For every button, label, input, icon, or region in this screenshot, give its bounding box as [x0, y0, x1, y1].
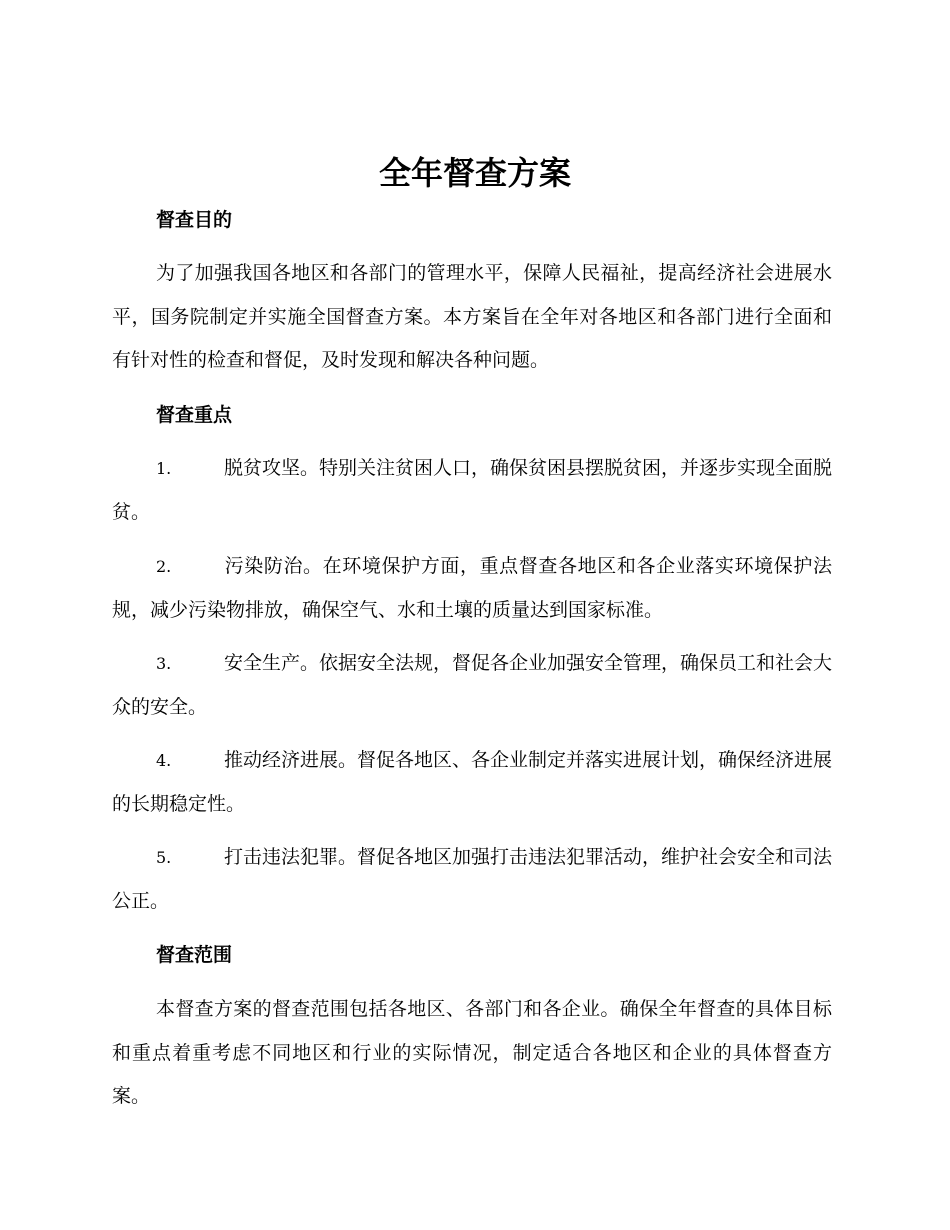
list-item-text: 打击违法犯罪。督促各地区加强打击违法犯罪活动，维护社会安全和司法公正。 [112, 846, 833, 912]
list-item [112, 739, 832, 826]
list-item [112, 447, 832, 534]
list-item-text: 污染防治。在环境保护方面，重点督查各地区和各企业落实环境保护法规，减少污染物排放，确保空气、水和土壤的质量达到国家标准。 [112, 555, 832, 621]
document-title: 全年督查方案 [378, 154, 571, 192]
list-item-number: 4. [156, 751, 172, 770]
section-paragraph-scope: 本督查方案的督查范围包括各地区、各部门和各企业。确保全年督查的具体目标和重点着重考虑不同地区和行业的实际情况，制定适合各地区和企业的具体督查方案。 [112, 998, 832, 1107]
list-item [112, 836, 832, 923]
list-item-text: 安全生产。依据安全法规，督促各企业加强安全管理，确保员工和社会大众的安全。 [112, 652, 833, 718]
section-paragraph-purpose: 为了加强我国各地区和各部门的管理水平，保障人民福祉，提高经济社会进展水平，国务院制定并实施全国督查方案。本方案旨在全年对各地区和各部门进行全面和有针对性的检查和督促，及时发现和解决各种问题。 [112, 262, 832, 371]
list-item-number: 2. [156, 557, 172, 576]
list-item-number: 5. [156, 848, 172, 867]
section-heading-purpose: 督查目的 [156, 209, 233, 231]
list-item [112, 545, 832, 632]
section-heading-focus: 督查重点 [156, 404, 233, 426]
section-heading-scope: 督查范围 [156, 944, 233, 966]
list-item-text: 推动经济进展。督促各地区、各企业制定并落实进展计划，确保经济进展的长期稳定性。 [112, 749, 833, 815]
list-item-number: 3. [156, 654, 172, 673]
list-item-number: 1. [156, 459, 172, 478]
list-item [112, 642, 832, 729]
list-item-text: 脱贫攻坚。特别关注贫困人口，确保贫困县摆脱贫困，并逐步实现全面脱贫。 [112, 457, 833, 523]
